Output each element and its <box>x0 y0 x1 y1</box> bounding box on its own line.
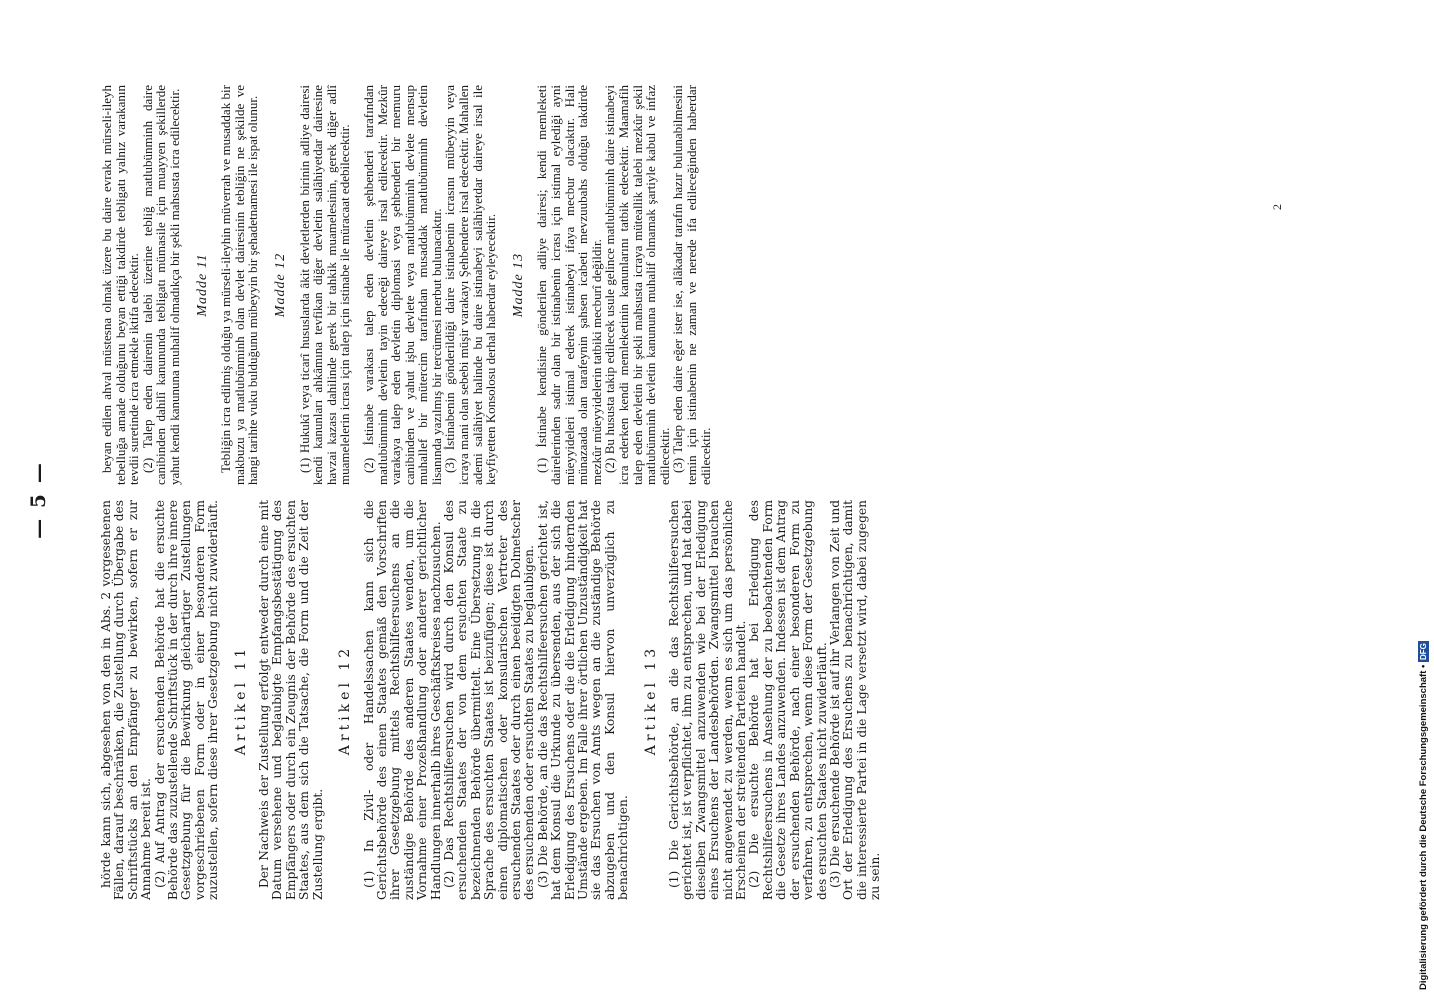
turkish-paragraph: (2) İstinabe varakası talep eden devletin şehbenderi tarafından matlubünminh devletin tayin edeceği daireye irsal edilecektir. Mezkûr varakaya talep eden devletin diplomasi veya şehbenderi bir memuru canibinden ve yahut işbu devlete veya matlubünminh devlete mensup muhallef bir mütercim tarafından musaddak matlubünminh devletin lisanında yazılmış bir tercümesi merbut bulunacaktır. <box>360 85 444 485</box>
turkish-paragraph: (1) Hukukî veya ticarî hususlarda âkit devletlerden birinin adliye dairesi kendi kanunları ahkâmına tevfikan diğer devletin salâhiyetdar dairesine havzai kazası dahilinde gerek bir tahkik muamelesinin, gerek diğer adlî muamelelerin icrası için talep için istinabe ile müracaat edebilecektir. <box>296 85 353 485</box>
digitization-credit <box>1418 10 1434 990</box>
german-paragraph: (1) Die Gerichtsbehörde, an die das Rechtshilfeersuchen gerichtet ist, ist verpflichtet, ihm zu entsprechen, und hat dabei dieselben Zwangsmittel anzuwenden wie bei der Erledigung eines Ersuchens der Landesbehörden. Zwangsmittel brauchen nicht angewendet zu werden, wenn es sich um das persönliche Erscheinen der streitenden Parteien handelt. <box>667 500 749 900</box>
german-paragraph: (2) Die ersuchte Behörde hat bei Erledigung des Rechtshilfeersuchens in Ansehung der zu beobachtenden Form die Gesetze ihres Landes anzuwenden. Indessen ist dem Antrag der ersuchenden Behörde, nach einer besonderen Form zu verfahren, zu entsprechen, wenn diese Form der Gesetzgebung des ersuchten Staates nicht zuwiderläuft. <box>747 500 829 900</box>
credit-text: Digitalisierung gefördert durch die Deutsche Forschungsgemeinschaft • <box>1418 662 1429 990</box>
turkish-paragraph: (3) Talep eden daire eğer ister ise, alâkadar tarafın hazır bulunabilmesini temin için istinabenin ne zaman ve nerede ifa edileceğinden haberdar edilecektir. <box>670 85 713 485</box>
german-article-heading: Artikel 11 <box>232 644 249 756</box>
german-article-heading: Artikel 12 <box>337 644 354 756</box>
turkish-paragraph: beyan edilen ahval müstesna olmak üzere bu daire evrakı mürseli-ileyh tebelluğa amade olduğunu beyan ettiği takdirde tebligatı yalnız varakanın tevdii suretinde icra etmekle iktifa edecektir. <box>99 85 142 485</box>
dfg-logo: DFG <box>1419 643 1428 661</box>
german-paragraph: (3) Die Behörde, an die das Rechtshilfeersuchen gerichtet ist, hat dem Konsul die Urkunde zu übersenden, aus der sich die Erledigung des Ersuchens oder die die Erledigung hindernden Umstände ergeben. Im Falle ihrer örtlichen Unzuständigkeit hat sie das Ersuchen von Amts wegen an die zuständige Behörde abzugeben und den Konsul hiervon unverzüglich zu benachrichtigen. <box>535 500 631 900</box>
german-paragraph: (1) In Zivil- oder Handelssachen kann sich die Gerichtsbehörde des einen Staates gemäß den Vorschriften ihrer Gesetzgebung mittels Rechtshilfeersuchens an die zuständige Behörde des anderen Staates wenden, um die Vornahme einer Prozeßhandlung oder anderer gerichtlicher Handlungen innerhalb ihres Geschäftskreises nachzusuchen. <box>361 500 443 900</box>
german-paragraph: (2) Das Rechtshilfeersuchen wird durch den Konsul des ersuchenden Staates der von dem ersuchten Staate zu bezeichnenden Behörde übermittelt. Eine Übersetzung in die Sprache des ersuchten Staates ist beizufügen; diese ist durch einen diplomatischen oder konsularischen Vertreter des ersuchenden Staates oder durch einen beeidigten Dolmetscher des ersuchenden oder ersuchten Staates zu beglaubigen. <box>441 500 537 900</box>
german-paragraph: (3) Die ersuchende Behörde ist auf ihr Verlangen von Zeit und Ort der Erledigung des Ersuchens zu benachrichtigen, damit die interessierte Partei in die Lage versetzt wird, dabei zugegen zu sein. <box>827 500 883 900</box>
turkish-paragraph: (2) Bu hususta takip edilecek usule gelince matlubünminh daire istinabeyi icra ederken kendi memleketinin kanunlarını tatbik edecektir. Maamafih talep eden devletin bir şekli mahsusta icraya müteallik talebi mezkûr şekil matlubünminh devletin kanununa muhalif olmamak şartiyle kabul ve infaz edilecektir. <box>602 85 672 485</box>
turkish-article-heading: Madde 12 <box>272 252 288 318</box>
turkish-paragraph: (2) Talep eden dairenin talebi üzerine tebliğ matlubünminh daire canibinden dahilî kanununda tebligatı mümasile için muayyen şekillerde yahut kendi kanununa muhalif olmadıkça bir şekli mahsusta icra edilecektir. <box>139 85 182 485</box>
turkish-paragraph: (3) İstinabenin gönderildiği daire istinabenin icrasını mübeyyin veya icraya mani olan sebebi müşir varakayı Şehbendere irsal edecektir. Mahallen ademi salâhiyet halinde bu daire istinabeyi salâhiyetdar daireye irsal ile keyfiyetten Konsolosu derhal haberdar eyleyecektir. <box>442 85 499 485</box>
turkish-article-heading: Madde 13 <box>510 252 526 318</box>
german-article-heading: Artikel 13 <box>642 644 659 756</box>
german-paragraph: hörde kann sich, abgesehen von den in Abs. 2 vorgesehenen Fällen, darauf beschränken, die Zustellung durch Übergabe des Schriftstücks an den Empfänger zu bewirken, sofern er zur Annahme bereit ist. <box>99 500 154 900</box>
turkish-paragraph: (1) İstinabe kendisine gönderilen adliye dairesi; kendi memleketi dairelerinden sadır olan bir istinabenin icrası için istimal eylediği ayni müeyyideleri istimal ederek istinabeyi ifaya mecbur olacaktır. Hali münazaada olan tarafeynin şahsen icabeti mevzuubahs olduğu takdirde mezkûr müeyyidelerin tatbiki mecburî değildir. <box>534 85 604 485</box>
german-paragraph: Der Nachweis der Zustellung erfolgt entweder durch eine mit Datum versehene und beglaubigte Empfangsbestätigung des Empfängers oder durch ein Zeugnis der Behörde des ersuchten Staates, aus dem sich die Tatsache, die Form und die Zeit der Zustellung ergibt. <box>257 500 325 900</box>
page-number: — 5 — <box>26 461 50 539</box>
turkish-paragraph: Tebliğin icra edilmiş olduğu ya mürseli-ileyhin müverrah ve musaddak bir makbuzu ya matlubünminh olan devlet dairesinin tebliğin ne şekilde ve hangi tarihte vuku bulduğunu mübeyyin bir şehadetnamesi ile ispat olunur. <box>218 85 261 485</box>
german-column <box>100 500 883 900</box>
german-paragraph: (2) Auf Antrag der ersuchenden Behörde hat die ersuchte Behörde das zuzustellende Schriftstück in der durch ihre innere Gesetzgebung für die Bewirkung gleichartiger Zustellungen vorgeschriebenen Form oder in einer besonderen Form zuzustellen, sofern diese ihrer Gesetzgebung nicht zuwiderläuft. <box>152 500 221 900</box>
signature-mark: 2 <box>1270 204 1284 210</box>
turkish-article-heading: Madde 11 <box>194 253 210 317</box>
turkish-column <box>100 85 712 485</box>
